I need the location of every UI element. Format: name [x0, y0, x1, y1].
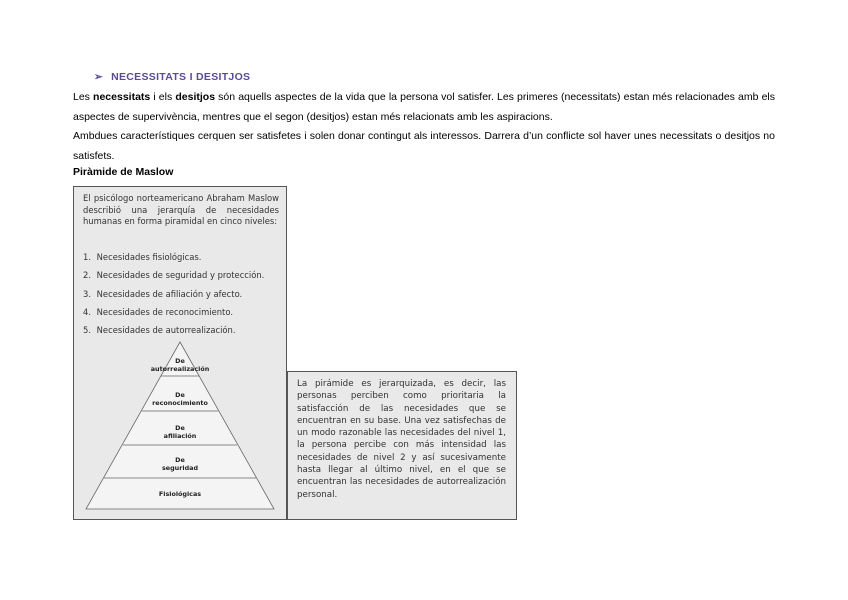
item-number: 2.	[83, 270, 91, 281]
item-text: Necesidades de reconocimiento.	[96, 306, 233, 317]
paragraph-1-text-c: són aquells aspectes de la vida que la persona vol satisfer. Les primeres (necessitats) estan més relacionades amb els aspectes de supervivència, mentres que el segon (desitjos) estan més relacionats amb les aspiracions.	[73, 91, 775, 123]
level-line-2: afiliación	[163, 432, 197, 440]
item-text: Necesidades de autorrealización.	[96, 325, 236, 336]
item-text: Necesidades de seguridad y protección.	[96, 270, 265, 281]
paragraph-1-text-a: Les	[73, 91, 94, 103]
level-line-1: Fisiológicas	[158, 490, 202, 498]
pyramid-explanation-text: La pirámide es jerarquizada, es decir, las personas perciben como prioritaria la satisfacción de las necesidades que se encuentran en su base. Una vez satisfechas de un modo razonable las necesidades del nivel 1, la persona percibe con más intensidad las necesidades de nivel 2 y así sucesivamente hasta llegar al último nivel, en el que se encuentran las necesidades de autorrealización personal.	[297, 379, 506, 500]
maslow-scan-image-left	[73, 186, 287, 520]
item-number: 3.	[83, 288, 91, 299]
item-text: Necesidades de afiliación y afecto.	[96, 288, 243, 299]
arrow-bullet-icon: ➢	[94, 71, 104, 83]
item-number: 1.	[83, 252, 91, 262]
level-line-2: reconocimiento	[152, 399, 208, 407]
level-line-1: De	[175, 357, 185, 365]
paragraph-1-text-b: i els	[150, 91, 176, 103]
section-heading-text: NECESSITATS I DESITJOS	[111, 71, 251, 83]
level-line-1: De	[175, 424, 185, 432]
section-heading	[94, 71, 250, 83]
pyramid-level-afiliacion	[164, 424, 197, 440]
term-desitjos: desitjos	[175, 91, 216, 103]
item-text: Necesidades fisiológicas.	[96, 252, 202, 262]
term-necessitats: necessitats	[93, 91, 151, 103]
pyramid-level-fisiologicas	[159, 490, 201, 498]
pyramid-level-seguridad	[162, 456, 198, 472]
level-line-1: De	[175, 391, 185, 399]
paragraph-1	[73, 88, 775, 127]
pyramid-level-reconocimiento	[152, 391, 208, 407]
item-number: 4.	[83, 306, 91, 317]
item-number: 5.	[83, 325, 91, 336]
maslow-scan-image-right	[287, 371, 517, 520]
level-line-2: seguridad	[161, 464, 199, 472]
maslow-intro-text: El psicólogo norteamericano Abraham Maslow describió una jerarquía de necesidades humanas en forma piramidal en cinco niveles:	[83, 193, 279, 226]
pyramid-subtitle: Piràmide de Maslow	[73, 166, 174, 178]
level-line-1: De	[175, 456, 185, 464]
pyramid-level-autorrealizacion	[151, 357, 210, 373]
paragraph-2: Ambdues característiques cerquen ser satisfetes i solen donar contingut als interessos. Darrera d’un conflicte sol haver unes necessitats o desitjos no satisfets.	[73, 130, 775, 162]
level-line-2: autorrealización	[150, 365, 210, 373]
